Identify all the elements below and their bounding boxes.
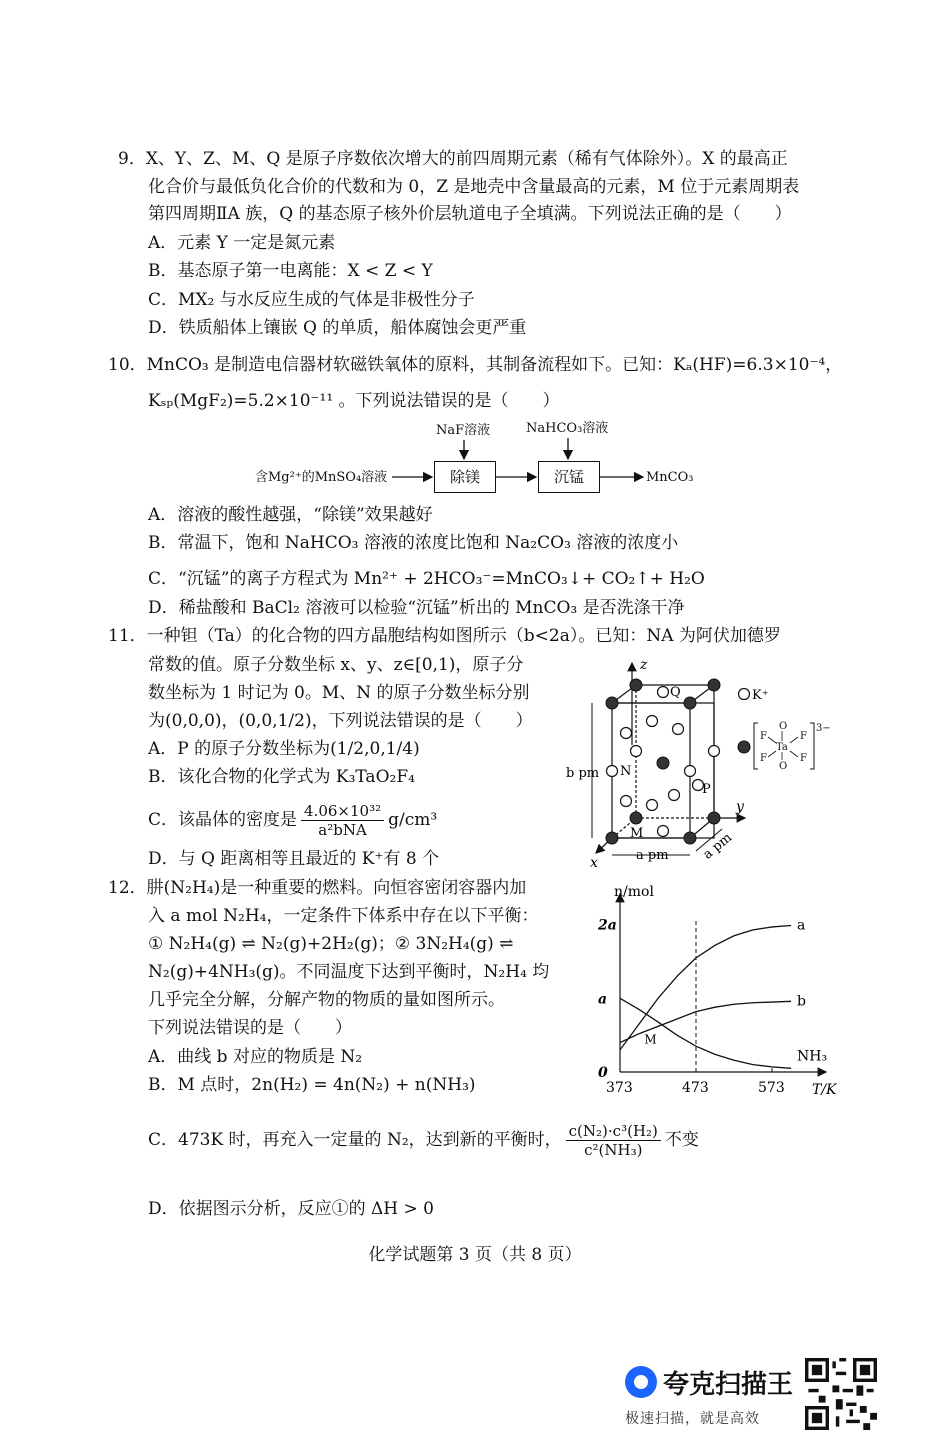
density-fraction (301, 802, 384, 839)
chart-x-tick-label: 473 (682, 1080, 709, 1096)
flow-product: MnCO₃ (646, 470, 694, 485)
q9-stem-line1: 9．X、Y、Z、M、Q 是原子序数依次增大的前四周期元素（稀有气体除外）。X 的最高正 (118, 149, 788, 169)
flow-step-remove-mg: 除镁 (434, 461, 496, 493)
flow-arrows (0, 0, 950, 520)
dimension-a-label-side: a pm (700, 830, 735, 863)
chart-annotation-m: M (644, 1032, 657, 1047)
crystal-cell-figure (560, 655, 840, 870)
atom-label-p: P (702, 782, 711, 797)
dimension-b-label: b pm (566, 766, 600, 781)
axis-x-label: x (590, 855, 598, 870)
chart-series-label-2: NH₃ (797, 1048, 828, 1065)
q10-option-b: B．常温下，饱和 NaHCO₃ 溶液的浓度比饱和 Na₂CO₃ 溶液的浓度小 (148, 533, 679, 553)
q10-option-d: D．稀盐酸和 BaCl₂ 溶液可以检验“沉锰”析出的 MnCO₃ 是否洗涤干净 (148, 598, 685, 618)
qr-code-icon (805, 1358, 877, 1430)
legend-ta-label: Ta (776, 742, 788, 753)
chart-x-tick-label: 573 (758, 1080, 785, 1096)
legend-f-2: F (800, 731, 807, 742)
q10-stem-line2: Kₛₚ(MgF₂)=5.2×10⁻¹¹ 。下列说法错误的是（ ） (148, 391, 560, 411)
legend-f-3: F (760, 753, 767, 764)
axis-y-label: y (736, 799, 744, 815)
q10-stem-line1: 10．MnCO₃ 是制造电信器材软磁铁氧体的原料，其制备流程如下。已知：Kₐ(HF)=6.3×10⁻⁴， (108, 355, 843, 375)
q11-option-d: D．与 Q 距离相等且最近的 K⁺有 8 个 (148, 849, 440, 869)
legend-f-1: F (760, 731, 767, 742)
q12-option-a: A．曲线 b 对应的物质是 N₂ (148, 1047, 363, 1067)
q10-option-c: C．“沉锰”的离子方程式为 Mn²⁺ + 2HCO₃⁻=MnCO₃↓+ CO₂↑+ H₂O (148, 569, 705, 589)
chart-y-label: n/mol (614, 884, 654, 900)
flow-reagent-nahco3: NaHCO₃溶液 (526, 421, 609, 436)
q11-option-b: B．该化合物的化学式为 K₃TaO₂F₄ (148, 767, 415, 787)
q11-stem-line4: 为(0,0,0)，(0,0,1/2)，下列说法错误的是（ ） (148, 711, 533, 731)
q12-stem-line4: N₂(g)+4NH₃(g)。不同温度下达到平衡时，N₂H₄ 均 (148, 962, 550, 982)
q11-stem-line3: 数坐标为 1 时记为 0。M、N 的原子分数坐标分别 (148, 683, 530, 703)
q9-option-d: D．铁质船体上镶嵌 Q 的单质，船体腐蚀会更严重 (148, 318, 527, 338)
q11-option-a: A．P 的原子分数坐标为(1/2,0,1/4) (148, 739, 420, 759)
density-denominator: a²bNA (318, 821, 367, 839)
equilibrium-denominator: c²(NH₃) (584, 1141, 643, 1159)
legend-k-label: K⁺ (752, 688, 769, 703)
legend-f-4: F (800, 753, 807, 764)
atom-label-n: N (620, 764, 632, 779)
flow-step-precipitate-mn: 沉锰 (538, 461, 600, 493)
equilibrium-numerator: c(N₂)·c³(H₂) (566, 1122, 661, 1141)
q9-stem-line3: 第四周期ⅡA 族，Q 的基态原子核外价层轨道电子全填满。下列说法正确的是（ ） (148, 204, 792, 224)
chart-series-label-0: a (797, 917, 806, 934)
flow-start-solution: 含Mg²⁺的MnSO₄溶液 (255, 470, 388, 485)
atom-label-q: Q (670, 685, 681, 700)
axis-z-label: z (640, 657, 648, 673)
q12-option-c-prefix: C．473K 时，再充入一定量的 N₂，达到新的平衡时， (148, 1130, 562, 1150)
q11-option-c (148, 798, 437, 842)
q12-stem-line2: 入 a mol N₂H₄，一定条件下体系中存在以下平衡： (148, 906, 539, 926)
legend-ta-symbol (738, 741, 750, 753)
watermark-brand: 夸克扫描王 (663, 1370, 794, 1400)
ta-complex-structure (754, 721, 831, 772)
q11-stem-line1: 11．一种钽（Ta）的化合物的四方晶胞结构如图所示（b<2a）。已知：NA 为阿伏加德罗 (108, 626, 781, 646)
density-unit: g/cm³ (388, 810, 438, 830)
density-numerator: 4.06×10³² (301, 802, 384, 821)
page-footer: 化学试题第 3 页（共 8 页） (368, 1245, 582, 1265)
chart-y-tick-label: 0 (598, 1065, 608, 1081)
q12-option-c (148, 1118, 699, 1162)
legend-charge: 3− (816, 723, 831, 734)
q12-option-d: D．依据图示分析，反应①的 ΔH > 0 (148, 1199, 435, 1219)
legend-k-symbol (739, 689, 750, 700)
decomposition-chart (580, 882, 840, 1102)
legend-o-top: O (779, 721, 788, 732)
q12-option-b: B．M 点时，2n(H₂) = 4n(N₂) + n(NH₃) (148, 1075, 476, 1095)
chart-series-label-1: b (797, 993, 806, 1010)
q12-stem-line6: 下列说法错误的是（ ） (148, 1018, 352, 1038)
q12-option-c-suffix: 不变 (664, 1130, 699, 1150)
dimension-a-label-front: a pm (636, 848, 669, 863)
watermark-slogan: 极速扫描，就是高效 (625, 1411, 760, 1427)
q9-option-a: A．元素 Y 一定是氮元素 (148, 233, 336, 253)
q9-option-c: C．MX₂ 与水反应生成的气体是非极性分子 (148, 290, 475, 310)
q9-stem-line2: 化合价与最低负化合价的代数和为 0，Z 是地壳中含量最高的元素，M 位于元素周期表 (148, 177, 800, 197)
q11-stem-line2: 常数的值。原子分数坐标 x、y、z∈[0,1)，原子分 (148, 655, 524, 675)
chart-x-label: T/K (812, 1082, 837, 1098)
q12-stem-line5: 几乎完全分解，分解产物的物质的量如图所示。 (148, 990, 505, 1010)
q10-option-a: A．溶液的酸性越强，“除镁”效果越好 (148, 505, 433, 525)
chart-y-tick-label: 2a (598, 917, 617, 934)
chart-y-tick-label: a (598, 991, 608, 1008)
legend-o-bottom: O (779, 761, 788, 772)
scanner-watermark (623, 1362, 798, 1432)
atom-label-m: M (630, 826, 644, 841)
q12-stem-line3: ① N₂H₄(g) ⇌ N₂(g)+2H₂(g)；② 3N₂H₄(g) ⇌ (148, 934, 514, 954)
equilibrium-fraction (566, 1122, 661, 1159)
q9-option-b: B．基态原子第一电离能：X < Z < Y (148, 261, 433, 281)
flow-reagent-naf: NaF溶液 (436, 423, 491, 438)
chart-x-tick-label: 373 (606, 1080, 633, 1096)
q12-stem-line1: 12．肼(N₂H₄)是一种重要的燃料。向恒容密闭容器内加 (108, 878, 527, 898)
scanner-logo-icon (625, 1366, 657, 1398)
q11-option-c-prefix: C．该晶体的密度是 (148, 810, 298, 830)
